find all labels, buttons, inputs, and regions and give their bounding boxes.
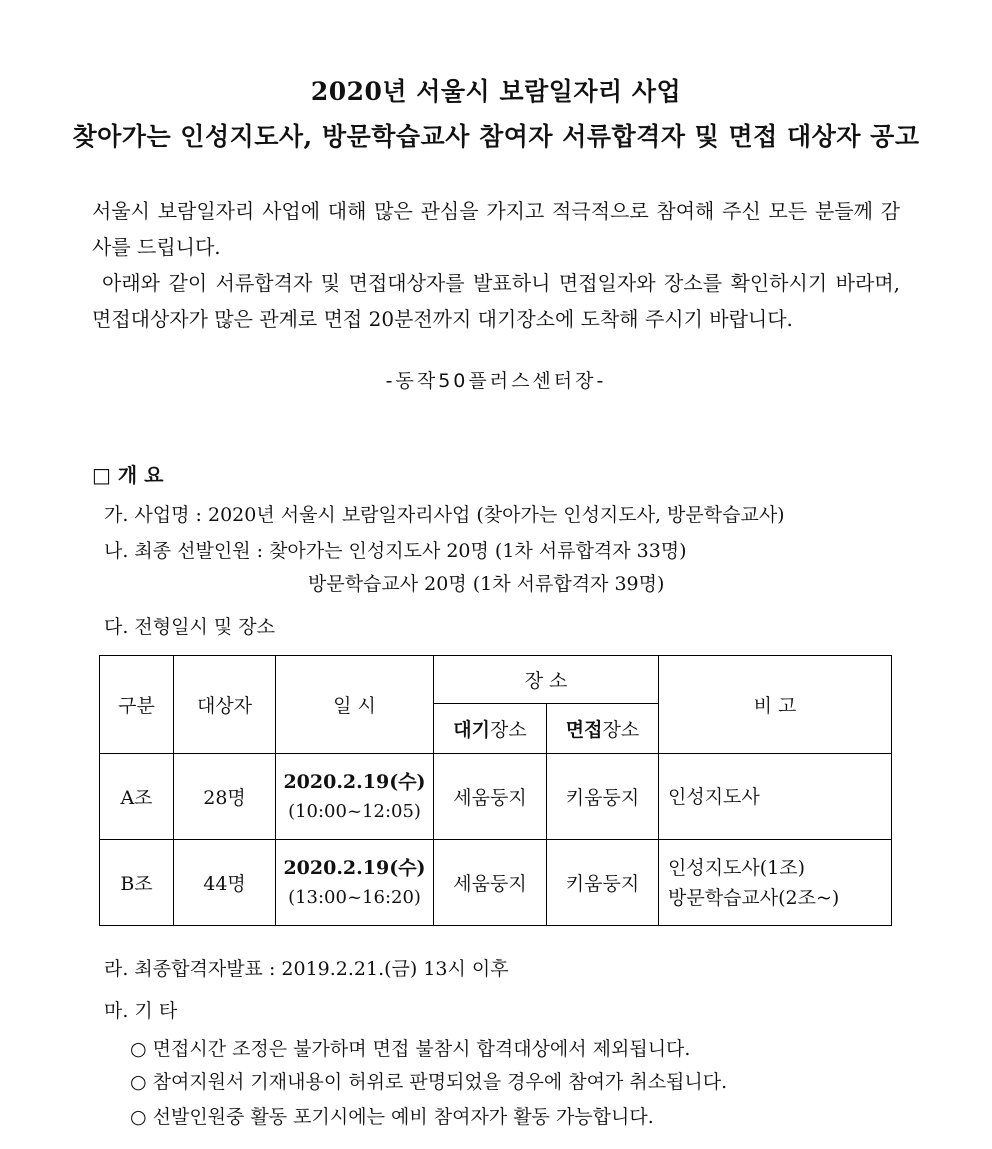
header-targets: 대상자 — [174, 656, 276, 754]
row-wait-place: 세움둥지 — [434, 840, 547, 926]
row-group: A조 — [100, 754, 174, 840]
table-row — [100, 840, 892, 926]
row-note-line-2: 방문학습교사(2조~) — [668, 886, 840, 909]
row-datetime — [276, 840, 434, 926]
row-note-line-1: 인성지도사(1조) — [668, 856, 806, 879]
row-date: 2020.2.19(수) — [283, 856, 426, 879]
bullet-item-1: ○ 면접시간 조정은 불가하며 면접 불참시 합격대상에서 제외됩니다. — [130, 1038, 691, 1060]
row-interview-place: 키움둥지 — [547, 840, 659, 926]
row-interview-place: 키움둥지 — [547, 754, 659, 840]
intro-paragraph-1: 서울시 보람일자리 사업에 대해 많은 관심을 가지고 적극적으로 참여해 주신 모든 분들께 감사를 드립니다. — [92, 199, 900, 259]
row-datetime — [276, 754, 434, 840]
header-interview-place — [547, 704, 659, 754]
table-row — [100, 754, 892, 840]
announcement-line: 라. 최종합격자발표 : 2019.2.21.(금) 13시 이후 — [104, 958, 509, 980]
bullet-item-3: ○ 선발인원중 활동 포기시에는 예비 참여자가 활동 가능합니다. — [130, 1106, 654, 1128]
header-wait-bold: 대기 — [453, 719, 490, 741]
row-time: (10:00~12:05) — [288, 800, 421, 822]
title-line-1: 2020년 서울시 보람일자리 사업 — [310, 77, 682, 106]
row-note-line-1: 인성지도사 — [668, 785, 760, 808]
overview-heading: □ 개 요 — [92, 463, 164, 487]
title-line-2: 찾아가는 인성지도사, 방문학습교사 참여자 서류합격자 및 면접 대상자 공고 — [72, 122, 920, 151]
header-datetime: 일 시 — [276, 656, 434, 754]
selection-line-2: 방문학습교사 20명 (1차 서류합격자 39명) — [308, 573, 665, 595]
header-interview-rest: 장소 — [602, 719, 640, 741]
row-note — [659, 840, 892, 926]
header-wait-place — [434, 704, 547, 754]
selection-line-1: 나. 최종 선발인원 : 찾아가는 인성지도사 20명 (1차 서류합격자 33명) — [104, 540, 687, 562]
header-wait-rest: 장소 — [490, 719, 527, 741]
schedule-table — [99, 655, 892, 926]
row-count: 44명 — [174, 840, 276, 926]
row-group: B조 — [100, 840, 174, 926]
header-group: 구분 — [100, 656, 174, 754]
misc-heading: 마. 기 타 — [104, 1000, 178, 1022]
bullet-item-2: ○ 참여지원서 기재내용이 허위로 판명되었을 경우에 참여가 취소됩니다. — [130, 1071, 728, 1093]
intro-paragraph-2: 아래와 같이 서류합격자 및 면접대상자를 발표하니 면접일자와 장소를 확인하시기 바라며, 면접대상자가 많은 관계로 면접 20분전까지 대기장소에 도착해 주시기 바랍니다. — [92, 271, 900, 331]
organization-signature: -동작50플러스센터장- — [385, 370, 607, 392]
project-name-line: 가. 사업명 : 2020년 서울시 보람일자리사업 (찾아가는 인성지도사, 방문학습교사) — [104, 504, 785, 526]
row-note — [659, 754, 892, 840]
header-note: 비 고 — [659, 656, 892, 754]
schedule-heading: 다. 전형일시 및 장소 — [104, 616, 275, 638]
row-time: (13:00~16:20) — [288, 886, 421, 908]
row-count: 28명 — [174, 754, 276, 840]
header-interview-bold: 면접 — [565, 719, 603, 741]
row-wait-place: 세움둥지 — [434, 754, 547, 840]
header-place: 장 소 — [434, 656, 659, 704]
row-date: 2020.2.19(수) — [283, 770, 426, 793]
